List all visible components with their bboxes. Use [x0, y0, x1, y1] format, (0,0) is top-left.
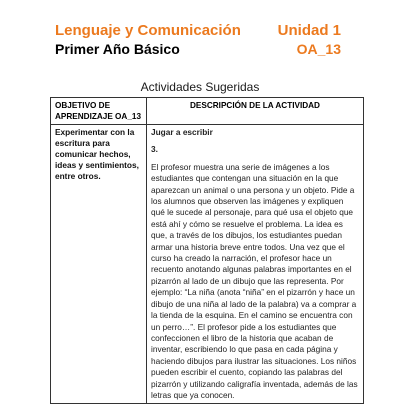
- unit-label: Unidad 1: [277, 22, 341, 39]
- section-title: Actividades Sugeridas: [140, 80, 260, 94]
- objective-cell: Experimentar con la escritura para comunicar hechos, ideas y sentimientos, entre otros.: [51, 125, 147, 404]
- activity-number: 3.: [151, 144, 158, 155]
- header-row-bottom: [55, 40, 355, 58]
- table-row: [51, 125, 364, 404]
- activity-title: Jugar a escribir: [151, 127, 213, 137]
- col-header-objective: OBJETIVO DE APRENDIZAJE OA_13: [51, 98, 147, 125]
- grade-label: Primer Año Básico: [55, 41, 180, 57]
- activity-body: El profesor muestra una serie de imágenes a los estudiantes que contengan una situación en la que aparezcan un animal o una persona y un objeto. Pide a los alumnos que observen las imágenes y expliquen qué le sucede al personaje, para qué usa el objeto que está ahí y cómo se resuelve el problema. La idea es que, a través de los dibujos, los estudiantes puedan armar una historia breve entre todos. Una vez que el curso ha creado la narración, el profesor hace un recuento anotando algunas palabras importantes en el pizarrón al lado de un dibujo que las representa. Por ejemplo: “La niña (anota “niña” en el pizarrón y hace un dibujo de una niña al lado de la palabra) va a comprar a la tienda de la esquina. En el camino se encuentra con un perro…”. El profesor pide a los estudiantes que confeccionen el libro de la historia que acaban de inventar, escribiendo lo que pasa en cada página y haciendo dibujos para ilustrar las situaciones. Los niños pueden escribir el cuento, copiando las palabras del pizarrón y utilizando caligrafía inventada, además de las letras que ya conocen.: [151, 161, 358, 400]
- description-cell: [147, 125, 364, 404]
- activities-table: [50, 97, 364, 404]
- header-row-top: [55, 22, 355, 40]
- subject-title: Lenguaje y Comunicación: [55, 22, 241, 39]
- col-header-description: DESCRIPCIÓN DE LA ACTIVIDAD: [147, 98, 364, 125]
- objective-code: OA_13: [296, 41, 341, 57]
- table-header-row: [51, 98, 364, 125]
- document-header: [55, 22, 355, 58]
